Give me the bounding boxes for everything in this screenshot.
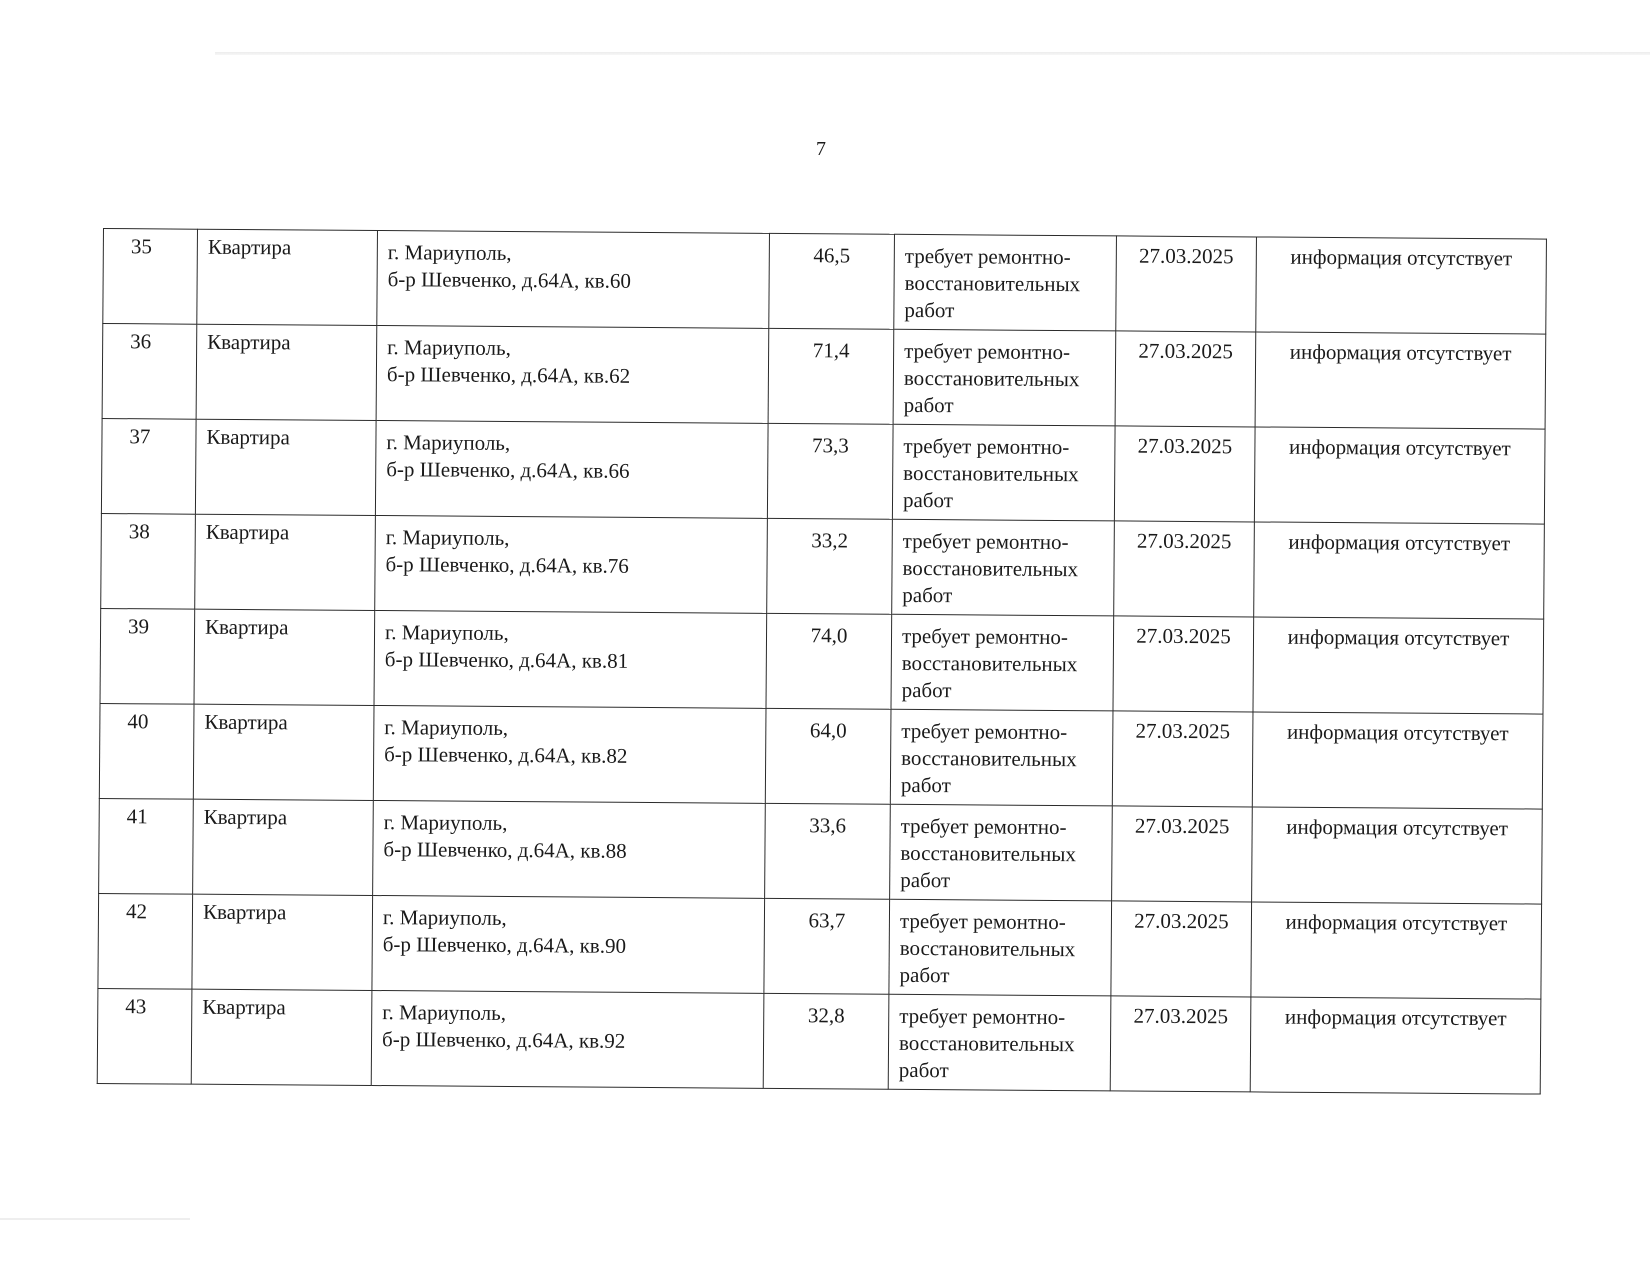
- condition-cell: [892, 519, 1115, 616]
- area-cell: 33,2: [767, 518, 893, 614]
- condition-text: требует ремонтно-восстановительных работ: [900, 813, 1077, 893]
- condition-text: требует ремонтно-восстановительных работ: [904, 243, 1081, 323]
- area-cell: 63,7: [764, 898, 890, 994]
- info-cell: информация отсутствует: [1255, 332, 1546, 429]
- property-type: Квартира: [197, 229, 378, 325]
- property-table: [97, 228, 1547, 1095]
- address-street: б-р Шевченко, д.64А, кв.60: [387, 267, 631, 293]
- address-street: б-р Шевченко, д.64А, кв.62: [386, 362, 631, 388]
- table-row: [102, 324, 1546, 430]
- address-cell: [377, 231, 770, 329]
- row-number: 40: [99, 703, 194, 799]
- address-cell: [375, 516, 768, 614]
- row-number: 41: [99, 798, 194, 894]
- area-cell: 64,0: [765, 708, 891, 804]
- info-cell: информация отсутствует: [1252, 807, 1543, 904]
- condition-cell: [891, 614, 1114, 711]
- property-type: Квартира: [195, 514, 376, 610]
- condition-text: требует ремонтно-восстановительных работ: [902, 433, 1079, 513]
- address-cell: [372, 895, 765, 993]
- address-street: б-р Шевченко, д.64А, кв.90: [382, 932, 627, 958]
- table-row: [103, 229, 1547, 335]
- property-type: Квартира: [194, 609, 375, 705]
- table-row: [99, 798, 1543, 904]
- address-street: б-р Шевченко, д.64А, кв.88: [383, 837, 627, 863]
- property-type: Квартира: [196, 324, 377, 420]
- address-street: б-р Шевченко, д.64А, кв.81: [384, 647, 629, 673]
- condition-text: требует ремонтно-восстановительных работ: [898, 1003, 1075, 1083]
- row-number: 43: [97, 988, 192, 1084]
- area-cell: 46,5: [769, 233, 895, 329]
- address-city: г. Мариуполь,: [382, 1000, 507, 1025]
- date-cell: 27.03.2025: [1114, 426, 1255, 522]
- page-number: 7: [816, 138, 826, 160]
- condition-cell: [890, 709, 1113, 806]
- date-cell: 27.03.2025: [1110, 996, 1251, 1092]
- date-cell: 27.03.2025: [1111, 901, 1252, 997]
- condition-text: требует ремонтно-восстановительных работ: [903, 338, 1080, 418]
- info-cell: информация отсутствует: [1250, 997, 1541, 1094]
- property-type: Квартира: [193, 704, 374, 800]
- date-cell: 27.03.2025: [1113, 616, 1254, 712]
- address-cell: [375, 421, 768, 519]
- condition-cell: [894, 234, 1117, 331]
- address-city: г. Мариуполь,: [387, 240, 512, 265]
- address-cell: [373, 800, 766, 898]
- info-cell: информация отсутствует: [1256, 237, 1547, 334]
- info-cell: информация отсутствует: [1254, 427, 1545, 524]
- table-row: [99, 703, 1543, 809]
- property-type: Квартира: [192, 894, 373, 990]
- property-type: Квартира: [195, 419, 376, 515]
- scan-edge-bottom: [0, 1218, 190, 1220]
- date-cell: 27.03.2025: [1115, 331, 1256, 427]
- condition-cell: [892, 424, 1115, 521]
- area-cell: 73,3: [767, 423, 893, 519]
- address-city: г. Мариуполь,: [384, 715, 509, 740]
- area-cell: 71,4: [768, 328, 894, 424]
- address-cell: [371, 990, 764, 1088]
- property-type: Квартира: [193, 799, 374, 895]
- table-body: [97, 229, 1546, 1095]
- address-street: б-р Шевченко, д.64А, кв.92: [381, 1027, 626, 1053]
- address-city: г. Мариуполь,: [386, 430, 511, 455]
- condition-cell: [889, 899, 1112, 996]
- table-row: [100, 608, 1544, 714]
- address-city: г. Мариуполь,: [385, 525, 510, 550]
- area-cell: 33,6: [765, 803, 891, 899]
- date-cell: 27.03.2025: [1112, 711, 1253, 807]
- address-street: б-р Шевченко, д.64А, кв.76: [385, 552, 629, 578]
- condition-text: требует ремонтно-восстановительных работ: [900, 718, 1077, 798]
- row-number: 39: [100, 608, 195, 704]
- info-cell: информация отсутствует: [1251, 902, 1542, 999]
- area-cell: 74,0: [766, 613, 892, 709]
- address-street: б-р Шевченко, д.64А, кв.82: [384, 742, 628, 768]
- table-row: [98, 893, 1542, 999]
- table-row: [97, 988, 1541, 1094]
- address-cell: [374, 611, 767, 709]
- condition-text: требует ремонтно-восстановительных работ: [899, 908, 1076, 988]
- info-cell: информация отсутствует: [1252, 712, 1543, 809]
- info-cell: информация отсутствует: [1253, 617, 1544, 714]
- scan-edge-top: [215, 52, 1650, 55]
- address-city: г. Мариуполь,: [384, 620, 509, 645]
- date-cell: 27.03.2025: [1116, 236, 1257, 332]
- condition-cell: [888, 994, 1111, 1091]
- row-number: 36: [102, 324, 197, 420]
- row-number: 38: [101, 513, 196, 609]
- row-number: 37: [101, 418, 196, 514]
- address-city: г. Мариуполь,: [387, 335, 511, 360]
- condition-text: требует ремонтно-восстановительных работ: [901, 623, 1078, 703]
- date-cell: 27.03.2025: [1112, 806, 1253, 902]
- info-cell: информация отсутствует: [1254, 522, 1545, 619]
- condition-cell: [893, 329, 1116, 426]
- condition-text: требует ремонтно-восстановительных работ: [902, 528, 1079, 608]
- address-street: б-р Шевченко, д.64А, кв.66: [386, 457, 630, 483]
- address-city: г. Мариуполь,: [382, 905, 507, 930]
- property-type: Квартира: [191, 989, 372, 1085]
- row-number: 42: [98, 893, 193, 989]
- address-city: г. Мариуполь,: [383, 810, 508, 835]
- address-cell: [376, 326, 769, 424]
- row-number: 35: [103, 229, 198, 325]
- condition-cell: [890, 804, 1113, 901]
- address-cell: [373, 705, 766, 803]
- table-row: [101, 418, 1545, 524]
- table-row: [101, 513, 1545, 619]
- date-cell: 27.03.2025: [1114, 521, 1255, 617]
- area-cell: 32,8: [763, 993, 889, 1089]
